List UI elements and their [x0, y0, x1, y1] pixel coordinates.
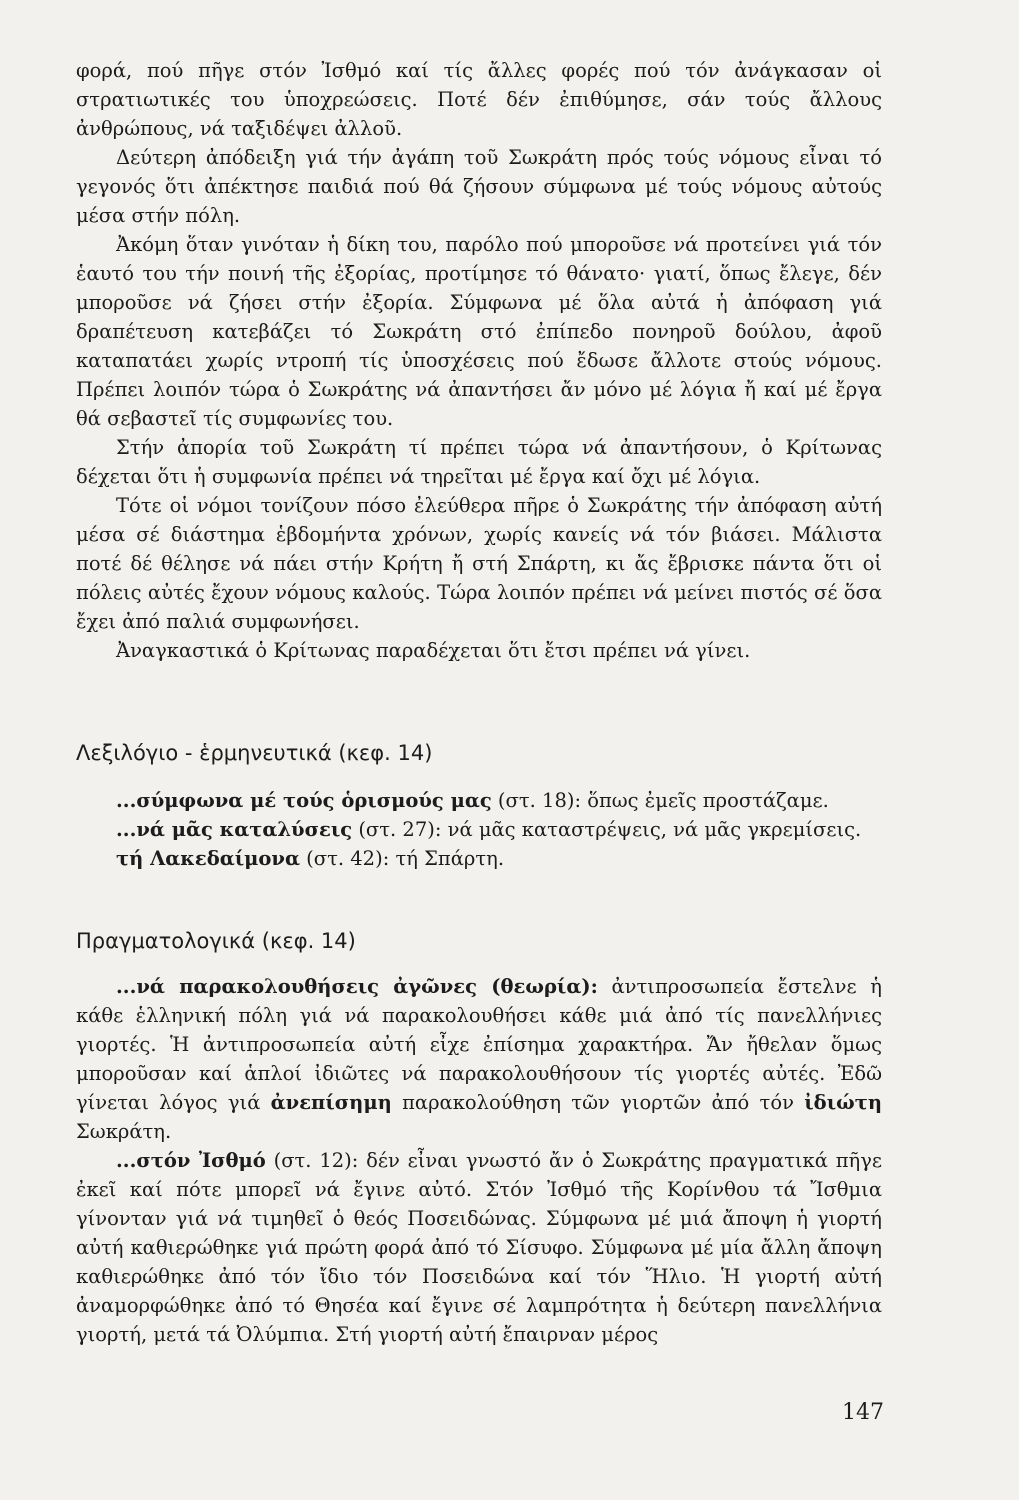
paragraph: Ἀναγκαστικά ὁ Κρίτωνας παραδέχεται ὅτι ἔτσι πρέπει νά γίνει. [116, 639, 751, 662]
pragmatologika-entry [76, 1146, 882, 1349]
entry-term: ...στόν Ἰσθμό [116, 1149, 266, 1172]
paragraph: Δεύτερη ἀπόδειξη γιά τήν ἀγάπη τοῦ Σωκράτη πρός τούς νόμους εἶναι τό γεγονός ὅτι ἀπέκτησε παιδιά πού θά ζήσουν σύμφωνα μέ τούς νόμους αὐτούς μέσα στήν πόλη. [76, 146, 882, 227]
entry-text: ἀντιπροσωπεία ἔστελνε ἡ κάθε ἑλληνική πόλη γιά νά παρακολουθήσει κάθε μιά ἀπό τίς πανελλήνιες γιορτές. Ἡ ἀντιπροσωπεία αὐτή εἶχε ἐπίσημα χαρακτήρα. Ἄν ἤθελαν ὅμως μποροῦσαν καί ἁπλοί ἰδιῶτες νά παρακολουθήσουν τίς γιορτές αὐτές. Ἐδῶ γίνεται λόγος γιά [76, 975, 882, 1114]
entry-bold-word: ἀνεπίσημη [270, 1091, 392, 1114]
entry-text: (στ. 42): τή Σπάρτη. [299, 847, 505, 870]
pragmatologika-list [76, 972, 882, 1349]
entry-text: Σωκράτη. [76, 1120, 172, 1143]
entry-text: (στ. 27): νά μᾶς καταστρέψεις, νά μᾶς γκρεμίσεις. [352, 818, 862, 841]
entry-term: ...νά μᾶς καταλύσεις [116, 818, 353, 841]
paragraph: φορά, πού πῆγε στόν Ἰσθμό καί τίς ἄλλες φορές πού τόν ἀνάγκασαν οἱ στρατιωτικές του ὑποχρεώσεις. Ποτέ δέν ἐπιθύμησε, σάν τούς ἄλλους ἀνθρώπους, νά ταξιδέψει ἀλλοῦ. [76, 59, 882, 140]
entry-text: (στ. 12): δέν εἶναι γνωστό ἄν ὁ Σωκράτης πραγματικά πῆγε ἐκεῖ καί πότε μπορεῖ νά ἔγινε αὐτό. Στόν Ἰσθμό τῆς Κορίνθου τά Ἴσθμια γίνονταν γιά νά τιμηθεῖ ὁ θεός Ποσειδώνας. Σύμφωνα μέ μιά ἄποψη ἡ γιορτή αὐτή καθιερώθηκε γιά πρώτη φορά ἀπό τό Σίσυφο. Σύμφωνα μέ μία ἄλλη ἄποψη καθιερώθηκε ἀπό τόν ἴδιο τόν Ποσειδώνα καί τόν Ἥλιο. Ἡ γιορτή αὐτή ἀναμορφώθηκε ἀπό τό Θησέα καί ἔγινε σέ λαμπρότητα ἡ δεύτερη πανελλήνια γιορτή, μετά τά Ὀλύμπια. Στή γιορτή αὐτή ἔπαιρναν μέρος [76, 1149, 882, 1346]
paragraph: Τότε οἱ νόμοι τονίζουν πόσο ἐλεύθερα πῆρε ὁ Σωκράτης τήν ἀπόφαση αὐτή μέσα σέ διάστημα ἑβδομήντα χρόνων, χωρίς κανείς νά τόν βιάσει. Μάλιστα ποτέ δέ θέλησε νά πάει στήν Κρήτη ἤ στή Σπάρτη, κι ἄς ἔβρισκε πάντα ὅτι οἱ πόλεις αὐτές ἔχουν νόμους καλούς. Τώρα λοιπόν πρέπει νά μείνει πιστός σέ ὅσα ἔχει ἀπό παλιά συμφωνήσει. [76, 494, 882, 633]
page-number: 147 [842, 1400, 884, 1425]
entry-term: ...σύμφωνα μέ τούς ὁρισμούς μας [116, 789, 492, 812]
lexilogio-entry [76, 844, 882, 873]
section-heading-pragmatologika: Πραγματολογικά (κεφ. 14) [76, 929, 356, 953]
lexilogio-entry [76, 815, 882, 844]
entry-term: τή Λακεδαίμονα [116, 847, 300, 870]
main-text [76, 56, 882, 665]
entry-text: παρακολούθηση τῶν γιορτῶν ἀπό τόν [391, 1091, 805, 1114]
section-heading-lexilogio: Λεξιλόγιο - ἑρμηνευτικά (κεφ. 14) [76, 741, 433, 765]
lexilogio-list [76, 786, 882, 873]
paragraph: Ἀκόμη ὅταν γινόταν ἡ δίκη του, παρόλο πού μποροῦσε νά προτείνει γιά τόν ἑαυτό του τήν ποινή τῆς ἐξορίας, προτίμησε τό θάνατο· γιατί, ὅπως ἔλεγε, δέν μποροῦσε νά ζήσει στήν ἐξορία. Σύμφωνα μέ ὅλα αὐτά ἡ ἀπόφαση γιά δραπέτευση κατεβάζει τό Σωκράτη στό ἐπίπεδο πονηροῦ δούλου, ἀφοῦ καταπατάει χωρίς ντροπή τίς ὑποσχέσεις πού ἔδωσε ἄλλοτε στούς νόμους. Πρέπει λοιπόν τώρα ὁ Σωκράτης νά ἀπαντήσει ἄν μόνο μέ λόγια ἤ καί μέ ἔργα θά σεβαστεῖ τίς συμφωνίες του. [76, 233, 882, 430]
entry-bold-word: ἰδιώτη [804, 1091, 882, 1114]
entry-text: (στ. 18): ὅπως ἐμεῖς προστάζαμε. [491, 789, 829, 812]
pragmatologika-entry [76, 972, 882, 1146]
paragraph: Στήν ἀπορία τοῦ Σωκράτη τί πρέπει τώρα νά ἀπαντήσουν, ὁ Κρίτωνας δέχεται ὅτι ἡ συμφωνία πρέπει νά τηρεῖται μέ ἔργα καί ὄχι μέ λόγια. [76, 436, 882, 488]
lexilogio-entry [76, 786, 882, 815]
entry-term: ...νά παρακολουθήσεις ἀγῶνες (θεωρία): [116, 975, 598, 998]
